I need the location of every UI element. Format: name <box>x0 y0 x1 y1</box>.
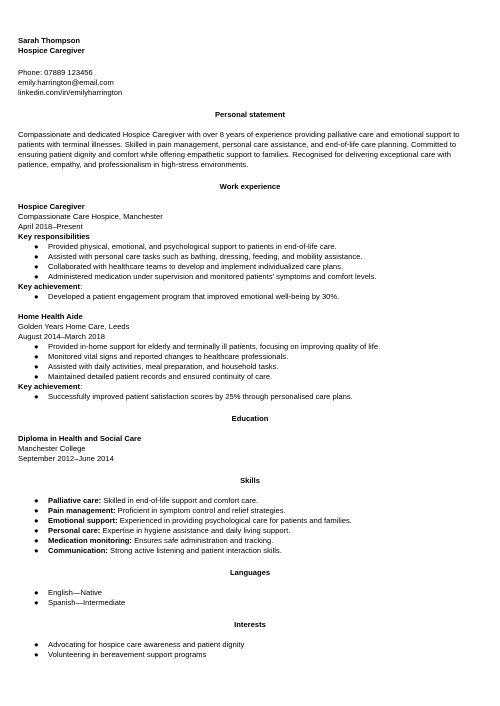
job-title: Home Health Aide <box>18 312 83 321</box>
bullet-icon: ● <box>34 262 39 271</box>
section-heading-personal-statement: Personal statement <box>214 110 286 119</box>
responsibilities-list <box>18 342 482 382</box>
bullet-icon: ● <box>34 362 39 371</box>
list-item: ● Medication monitoring: Ensures safe administration and tracking. <box>34 536 274 545</box>
bullet-icon: ● <box>34 526 39 535</box>
list-item: ● Successfully improved patient satisfaction scores by 25% through personalised care plans. <box>34 392 353 401</box>
list-item: ● Advocating for hospice care awareness and patient dignity <box>34 640 245 649</box>
achievements-list <box>18 292 482 302</box>
list-item: ● Monitored vital signs and reported changes to healthcare professionals. <box>34 352 289 361</box>
bullet-icon: ● <box>34 506 39 515</box>
list-item: ● Personal care: Expertise in hygiene assistance and daily living support. <box>34 526 291 535</box>
bullet-icon: ● <box>34 598 39 607</box>
bullet-icon: ● <box>34 292 39 301</box>
list-item: ● Developed a patient engagement program that improved emotional well-being by 30%. <box>34 292 340 301</box>
job-employer: Golden Years Home Care, Leeds <box>18 322 130 331</box>
job-employer: Compassionate Care Hospice, Manchester <box>18 212 163 221</box>
education-dates: September 2012–June 2014 <box>18 454 114 463</box>
job-entry <box>18 312 482 402</box>
languages-list <box>18 588 482 608</box>
bullet-icon: ● <box>34 546 39 555</box>
list-item: ● Emotional support: Experienced in providing psychological care for patients and families. <box>34 516 352 525</box>
list-item: ● Palliative care: Skilled in end-of-life support and comfort care. <box>34 496 259 505</box>
key-achievement-label: Key achievement: <box>18 282 83 291</box>
contact-phone: Phone: 07889 123456 <box>18 68 93 77</box>
education-school: Manchester College <box>18 444 86 453</box>
job-entry <box>18 202 482 302</box>
list-item: ● Assisted with personal care tasks such as bathing, dressing, feeding, and mobility assistance. <box>34 252 363 261</box>
list-item: ● Assisted with daily activities, meal preparation, and household tasks. <box>34 362 279 371</box>
skills-list <box>18 496 482 556</box>
list-item: ● Administered medication under supervision and monitored patients’ symptoms and comfort levels. <box>34 272 377 281</box>
list-item: ● Volunteering in bereavement support programs <box>34 650 207 659</box>
candidate-title: Hospice Caregiver <box>18 46 85 55</box>
list-item: ● Spanish—Intermediate <box>34 598 126 607</box>
responsibilities-list <box>18 242 482 282</box>
list-item: ● Pain management: Proficient in symptom control and relief strategies. <box>34 506 286 515</box>
key-achievement-label: Key achievement: <box>18 382 83 391</box>
bullet-icon: ● <box>34 352 39 361</box>
job-title: Hospice Caregiver <box>18 202 85 211</box>
bullet-icon: ● <box>34 516 39 525</box>
bullet-icon: ● <box>34 536 39 545</box>
section-heading-skills: Skills <box>240 476 260 485</box>
section-heading-work-experience: Work experience <box>219 182 281 191</box>
job-dates: April 2018–Present <box>18 222 83 231</box>
bullet-icon: ● <box>34 588 39 597</box>
list-item: ● English—Native <box>34 588 103 597</box>
interests-list <box>18 640 482 660</box>
list-item: ● Communication: Strong active listening and patient interaction skills. <box>34 546 282 555</box>
key-responsibilities-label: Key responsibilities <box>18 232 90 241</box>
section-heading-interests: Interests <box>234 620 266 629</box>
job-dates: August 2014–March 2018 <box>18 332 105 341</box>
achievements-list <box>18 392 482 402</box>
contact-email: emily.harrington@email.com <box>18 78 114 87</box>
list-item: ● Provided in-home support for elderly and terminally ill patients, focusing on improving quality of life. <box>34 342 381 351</box>
bullet-icon: ● <box>34 242 39 251</box>
contact-linkedin: linkedin.com/in/emilyharrington <box>18 88 123 97</box>
cv-page <box>18 36 482 660</box>
bullet-icon: ● <box>34 650 39 659</box>
bullet-icon: ● <box>34 372 39 381</box>
list-item: ● Provided physical, emotional, and psychological support to patients in end-of-life care. <box>34 242 337 251</box>
bullet-icon: ● <box>34 272 39 281</box>
list-item: ● Collaborated with healthcare teams to develop and implement individualized care plans. <box>34 262 344 271</box>
bullet-icon: ● <box>34 342 39 351</box>
section-heading-languages: Languages <box>229 568 271 577</box>
bullet-icon: ● <box>34 392 39 401</box>
personal-statement-text: Compassionate and dedicated Hospice Caregiver with over 8 years of experience providing palliative care and emotional support to patients with terminal illnesses. Skilled in pain management, personal care assistance, and end-of-life care planning. Committed to ensuring patient dignity and comfort while offering empathetic support to families. Recognised for delivering exceptional care with patience, empathy, and professionalism in high-stress environments. <box>18 130 460 169</box>
education-degree: Diploma in Health and Social Care <box>18 434 142 443</box>
section-heading-education: Education <box>231 414 269 423</box>
list-item: ● Maintained detailed patient records and ensured continuity of care. <box>34 372 273 381</box>
bullet-icon: ● <box>34 496 39 505</box>
bullet-icon: ● <box>34 640 39 649</box>
candidate-name: Sarah Thompson <box>18 36 81 45</box>
bullet-icon: ● <box>34 252 39 261</box>
